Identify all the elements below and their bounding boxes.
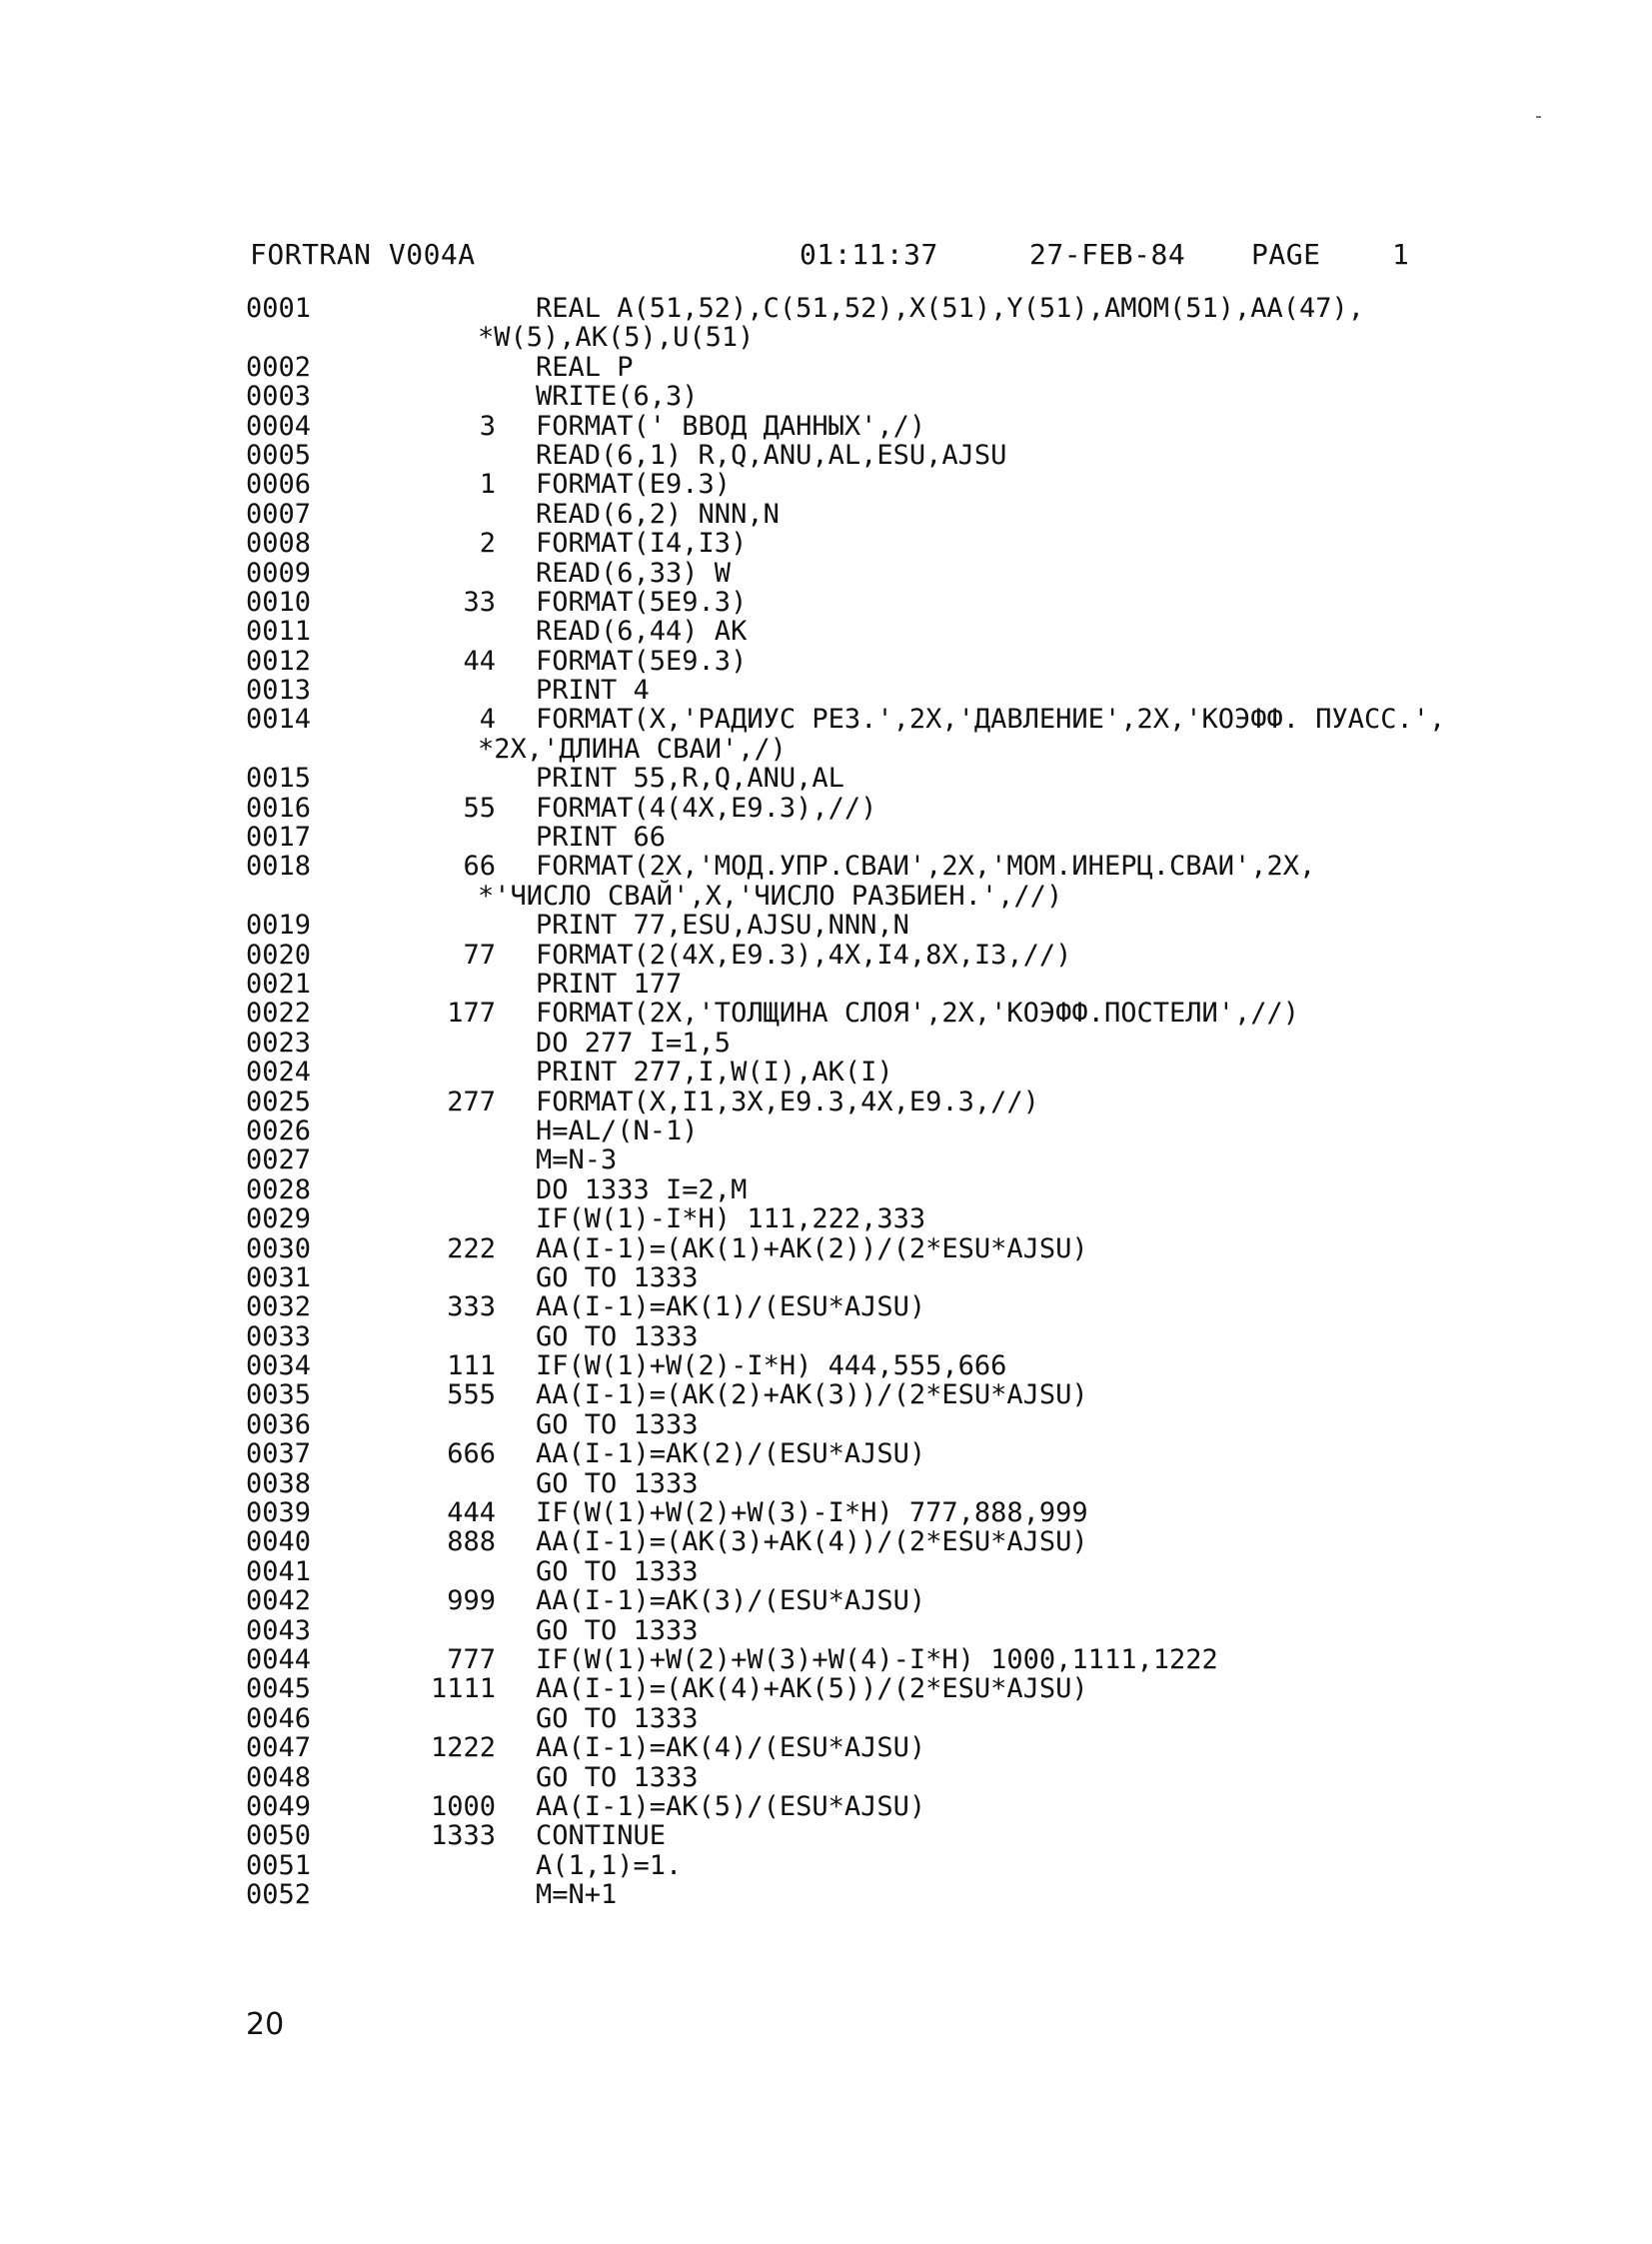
code-line [246, 470, 1605, 499]
code-line [246, 559, 1605, 588]
code-listing [246, 294, 1605, 1909]
line-number: 0012 [246, 645, 312, 677]
statement-label: 1222 [430, 1732, 496, 1764]
code-line [246, 1292, 1605, 1321]
code-line [246, 617, 1605, 646]
code-statement: IF(W(1)+W(2)+W(3)-I*H) 777,888,999 [536, 1497, 1088, 1529]
code-statement: FORMAT(5E9.3) [536, 645, 748, 677]
line-number: 0035 [246, 1379, 312, 1411]
line-number: 0051 [246, 1849, 312, 1881]
line-number: 0025 [246, 1086, 312, 1118]
code-statement: GO TO 1333 [536, 1261, 699, 1293]
code-statement: AA(I-1)=AK(2)/(ESU*AJSU) [536, 1438, 926, 1470]
line-number: 0018 [246, 851, 312, 883]
code-line [246, 500, 1605, 529]
code-line [246, 941, 1605, 970]
code-statement: READ(6,1) R,Q,ANU,AL,ESU,AJSU [536, 439, 1007, 471]
listing-date: 27-FEB-84 [1029, 238, 1186, 271]
code-line [246, 441, 1605, 470]
code-statement: FORMAT(2X,'МОД.УПР.СВАИ',2X,'МОМ.ИНЕРЦ.СВАИ',2X, [536, 851, 1316, 883]
line-number: 0040 [246, 1526, 312, 1558]
statement-label: 66 [463, 851, 496, 883]
code-statement: AA(I-1)=(AK(3)+AK(4))/(2*ESU*AJSU) [536, 1526, 1088, 1558]
statement-label: 44 [463, 645, 496, 677]
code-line [246, 705, 1605, 734]
code-statement: FORMAT(5E9.3) [536, 586, 748, 618]
code-line [246, 1088, 1605, 1117]
code-line [246, 1322, 1605, 1351]
statement-label: 111 [447, 1350, 496, 1382]
statement-label: 55 [463, 792, 496, 824]
code-statement: GO TO 1333 [536, 1408, 699, 1440]
code-statement: FORMAT(4(4X,E9.3),//) [536, 792, 877, 824]
statement-label: 777 [447, 1643, 496, 1675]
code-line [246, 1380, 1605, 1409]
line-number: 0041 [246, 1555, 312, 1587]
line-number: 0033 [246, 1320, 312, 1352]
line-number: 0043 [246, 1614, 312, 1646]
line-number: 0039 [246, 1497, 312, 1529]
code-statement: REAL P [536, 351, 634, 383]
code-statement: IF(W(1)+W(2)+W(3)+W(4)-I*H) 1000,1111,1222 [536, 1643, 1218, 1675]
line-number: 0027 [246, 1144, 312, 1176]
code-line [246, 1733, 1605, 1762]
code-line [246, 529, 1605, 558]
line-number: 0029 [246, 1203, 312, 1235]
page-label: PAGE [1251, 238, 1321, 271]
code-line [246, 794, 1605, 823]
continuation-statement: *2X,'ДЛИНА СВАИ',/) [478, 733, 787, 765]
code-statement: PRINT 77,ESU,AJSU,NNN,N [536, 910, 909, 942]
code-line [246, 1557, 1605, 1586]
line-number: 0019 [246, 910, 312, 942]
statement-label: 77 [463, 939, 496, 971]
code-statement: PRINT 55,R,Q,ANU,AL [536, 763, 844, 795]
code-statement: PRINT 66 [536, 822, 667, 854]
line-number: 0044 [246, 1643, 312, 1675]
line-number: 0036 [246, 1408, 312, 1440]
line-number: 0031 [246, 1261, 312, 1293]
statement-label: 2 [479, 528, 496, 560]
code-line [246, 911, 1605, 940]
code-statement: A(1,1)=1. [536, 1849, 683, 1881]
code-statement: GO TO 1333 [536, 1702, 699, 1734]
code-line [246, 1204, 1605, 1233]
continuation-statement: *W(5),AK(5),U(51) [478, 322, 755, 354]
line-number: 0047 [246, 1732, 312, 1764]
code-statement: AA(I-1)=(AK(2)+AK(3))/(2*ESU*AJSU) [536, 1379, 1088, 1411]
code-statement: IF(W(1)-I*H) 111,222,333 [536, 1203, 926, 1235]
code-line [246, 1586, 1605, 1615]
code-line [246, 1234, 1605, 1263]
code-statement: M=N+1 [536, 1879, 618, 1911]
line-number: 0028 [246, 1173, 312, 1205]
line-number: 0030 [246, 1232, 312, 1264]
statement-label: 177 [447, 998, 496, 1030]
line-number: 0034 [246, 1350, 312, 1382]
code-statement: REAL A(51,52),C(51,52),X(51),Y(51),AMOM(51),AA(47), [536, 293, 1365, 324]
line-number: 0004 [246, 410, 312, 442]
code-line [246, 1763, 1605, 1792]
code-line [246, 676, 1605, 705]
statement-label: 1111 [430, 1673, 496, 1705]
code-line [246, 1645, 1605, 1674]
code-line [246, 1704, 1605, 1733]
code-statement: GO TO 1333 [536, 1761, 699, 1793]
scan-speck [1536, 116, 1541, 118]
code-line [246, 1527, 1605, 1556]
statement-label: 888 [447, 1526, 496, 1558]
line-number: 0021 [246, 968, 312, 1000]
line-number: 0001 [246, 293, 312, 324]
statement-label: 333 [447, 1291, 496, 1323]
line-number: 0052 [246, 1879, 312, 1911]
code-line [246, 823, 1605, 852]
line-number: 0017 [246, 822, 312, 854]
footer-page-number: 20 [246, 2007, 285, 2042]
statement-label: 1333 [430, 1820, 496, 1852]
code-line [246, 1351, 1605, 1380]
line-number: 0006 [246, 469, 312, 501]
code-statement: FORMAT(I4,I3) [536, 528, 748, 560]
code-statement: WRITE(6,3) [536, 381, 699, 413]
code-statement: AA(I-1)=(AK(1)+AK(2))/(2*ESU*AJSU) [536, 1232, 1088, 1264]
code-statement: AA(I-1)=AK(1)/(ESU*AJSU) [536, 1291, 926, 1323]
code-line [246, 1880, 1605, 1909]
statement-label: 555 [447, 1379, 496, 1411]
line-number: 0020 [246, 939, 312, 971]
line-number: 0037 [246, 1438, 312, 1470]
line-number: 0013 [246, 675, 312, 707]
code-statement: READ(6,33) W [536, 557, 732, 589]
line-number: 0048 [246, 1761, 312, 1793]
compiler-version: FORTRAN V004A [250, 238, 476, 271]
code-line [246, 1851, 1605, 1880]
code-statement: AA(I-1)=AK(4)/(ESU*AJSU) [536, 1732, 926, 1764]
code-statement: FORMAT(' ВВОД ДАННЫХ',/) [536, 410, 926, 442]
code-line [246, 852, 1605, 881]
statement-label: 1 [479, 469, 496, 501]
line-number: 0026 [246, 1115, 312, 1146]
line-number: 0002 [246, 351, 312, 383]
code-statement: AA(I-1)=AK(3)/(ESU*AJSU) [536, 1585, 926, 1617]
continuation-line [246, 323, 1605, 352]
code-statement: FORMAT(2(4X,E9.3),4X,I4,8X,I3,//) [536, 939, 1072, 971]
code-line [246, 764, 1605, 793]
statement-label: 33 [463, 586, 496, 618]
code-line [246, 970, 1605, 999]
code-statement: GO TO 1333 [536, 1320, 699, 1352]
code-statement: PRINT 177 [536, 968, 683, 1000]
code-line [246, 588, 1605, 617]
line-number: 0016 [246, 792, 312, 824]
code-line [246, 1029, 1605, 1058]
code-line [246, 1263, 1605, 1292]
code-line [246, 1498, 1605, 1527]
line-number: 0038 [246, 1467, 312, 1499]
code-statement: DO 1333 I=2,M [536, 1173, 748, 1205]
code-line [246, 412, 1605, 441]
header-page-number: 1 [1392, 238, 1410, 271]
code-statement: PRINT 4 [536, 675, 650, 707]
line-number: 0032 [246, 1291, 312, 1323]
line-number: 0022 [246, 998, 312, 1030]
code-statement: FORMAT(2X,'ТОЛЩИНА СЛОЯ',2X,'КОЭФФ.ПОСТЕЛИ',//) [536, 998, 1300, 1030]
code-statement: PRINT 277,I,W(I),AK(I) [536, 1057, 893, 1089]
line-number: 0009 [246, 557, 312, 589]
code-line [246, 1058, 1605, 1087]
code-line [246, 1821, 1605, 1850]
code-statement: IF(W(1)+W(2)-I*H) 444,555,666 [536, 1350, 1007, 1382]
code-statement: FORMAT(E9.3) [536, 469, 732, 501]
code-line [246, 1117, 1605, 1145]
code-line [246, 1469, 1605, 1498]
code-statement: GO TO 1333 [536, 1467, 699, 1499]
code-statement: GO TO 1333 [536, 1555, 699, 1587]
statement-label: 444 [447, 1497, 496, 1529]
statement-label: 277 [447, 1086, 496, 1118]
line-number: 0024 [246, 1057, 312, 1089]
statement-label: 999 [447, 1585, 496, 1617]
line-number: 0005 [246, 439, 312, 471]
code-line [246, 1616, 1605, 1645]
code-line [246, 1145, 1605, 1174]
listing-time: 01:11:37 [800, 238, 938, 271]
line-number: 0003 [246, 381, 312, 413]
code-line [246, 999, 1605, 1028]
code-line [246, 1674, 1605, 1703]
code-line [246, 1439, 1605, 1468]
line-number: 0010 [246, 586, 312, 618]
line-number: 0046 [246, 1702, 312, 1734]
line-number: 0042 [246, 1585, 312, 1617]
code-statement: GO TO 1333 [536, 1614, 699, 1646]
continuation-statement: *'ЧИСЛО СВАЙ',X,'ЧИСЛО РАЗБИЕН.',//) [478, 880, 1063, 912]
code-statement: FORMAT(X,I1,3X,E9.3,4X,E9.3,//) [536, 1086, 1039, 1118]
line-number: 0011 [246, 616, 312, 648]
line-number: 0008 [246, 528, 312, 560]
code-line [246, 353, 1605, 382]
continuation-line [246, 882, 1605, 911]
code-statement: READ(6,44) AK [536, 616, 748, 648]
code-statement: H=AL/(N-1) [536, 1115, 699, 1146]
continuation-line [246, 735, 1605, 764]
code-statement: AA(I-1)=AK(5)/(ESU*AJSU) [536, 1790, 926, 1822]
line-number: 0049 [246, 1790, 312, 1822]
statement-label: 4 [479, 704, 496, 736]
code-line [246, 647, 1605, 676]
code-line [246, 294, 1605, 323]
statement-label: 222 [447, 1232, 496, 1264]
code-statement: DO 277 I=1,5 [536, 1027, 732, 1059]
statement-label: 3 [479, 410, 496, 442]
code-line [246, 1410, 1605, 1439]
code-line [246, 1792, 1605, 1821]
line-number: 0050 [246, 1820, 312, 1852]
code-statement: READ(6,2) NNN,N [536, 498, 780, 530]
code-statement: FORMAT(X,'РАДИУС РЕЗ.',2X,'ДАВЛЕНИЕ',2X,'КОЭФФ. ПУАСС.', [536, 704, 1446, 736]
line-number: 0045 [246, 1673, 312, 1705]
code-line [246, 382, 1605, 411]
statement-label: 1000 [430, 1790, 496, 1822]
code-statement: M=N-3 [536, 1144, 618, 1176]
code-statement: CONTINUE [536, 1820, 667, 1852]
statement-label: 666 [447, 1438, 496, 1470]
line-number: 0023 [246, 1027, 312, 1059]
code-statement: AA(I-1)=(AK(4)+AK(5))/(2*ESU*AJSU) [536, 1673, 1088, 1705]
line-number: 0007 [246, 498, 312, 530]
line-number: 0015 [246, 763, 312, 795]
code-line [246, 1175, 1605, 1204]
line-number: 0014 [246, 704, 312, 736]
